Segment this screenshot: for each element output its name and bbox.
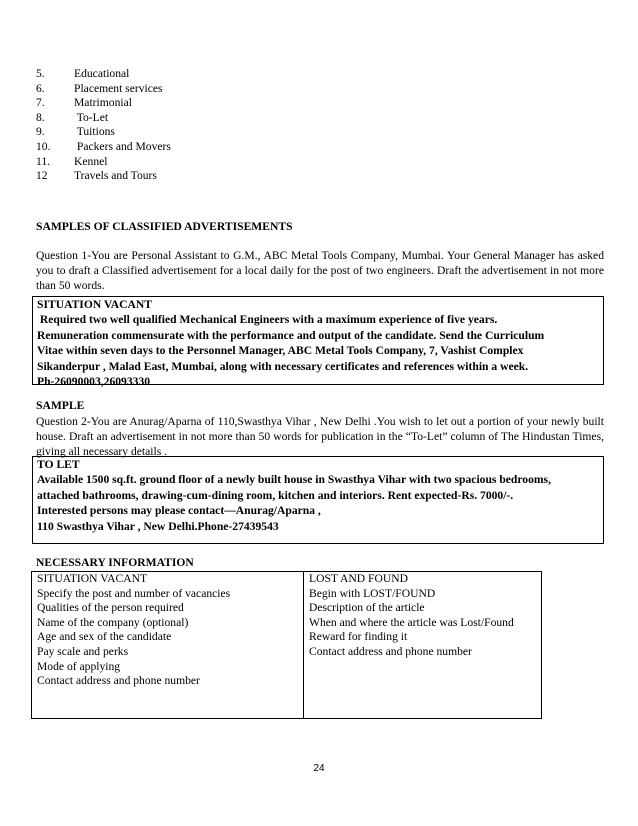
- list-item: 7. Matrimonial: [36, 96, 132, 110]
- ad-line: TO LET: [37, 458, 80, 471]
- necessary-information-table: [31, 571, 542, 719]
- page-number: 24: [313, 763, 325, 774]
- ad-line: attached bathrooms, drawing-cum-dining room, kitchen and interiors. Rent expected-Rs. 7000/-.: [37, 488, 514, 502]
- list-item: 6. Placement services: [36, 81, 163, 95]
- list-item: 9. Tuitions: [36, 125, 115, 139]
- necessary-information-heading: NECESSARY INFORMATION: [36, 556, 194, 569]
- lost-and-found-info-cell: LOST AND FOUND Begin with LOST/FOUND Description of the article When and where the article was Lost/Found Reward for finding it Contact address and phone number: [304, 572, 542, 719]
- ad-line: Available 1500 sq.ft. ground floor of a newly built house in Swasthya Vihar with two spacious bedrooms,: [37, 473, 551, 487]
- list-item: 5. Educational: [36, 67, 130, 80]
- list-item: 8. To-Let: [36, 110, 109, 124]
- situation-vacant-ad-box: [32, 296, 604, 389]
- situation-vacant-info-cell: SITUATION VACANT Specify the post and number of vacancies Qualities of the person required Name of the company (optional) Age and sex of the candidate Pay scale and perks Mode of applying Contact address and phone number: [32, 572, 304, 719]
- list-item: 12 Travels and Tours: [36, 169, 157, 183]
- sample-heading: SAMPLE: [36, 399, 85, 412]
- ad-line: Sikanderpur , Malad East, Mumbai, along with necessary certificates and references within a week.: [37, 359, 529, 373]
- ad-line: Remuneration commensurate with the performance and output of the candidate. Send the Curriculum: [37, 328, 545, 342]
- question-2-text: Question 2-You are Anurag/Aparna of 110,Swasthya Vihar , New Delhi .You wish to let out a portion of your newly built house. Draft an advertisement in not more than 50 words for publication in the “To-Let” column of The Hindustan Times, giving all necessary details .: [36, 415, 604, 459]
- samples-heading: SAMPLES OF CLASSIFIED ADVERTISEMENTS: [36, 220, 293, 233]
- ad-line: Vitae within seven days to the Personnel Manager, ABC Metal Tools Company, 7, Vashist Complex: [37, 344, 524, 358]
- classified-categories-list: [36, 67, 171, 184]
- table-row: [32, 572, 542, 719]
- ad-line: 110 Swasthya Vihar , New Delhi.Phone-27439543: [37, 519, 279, 533]
- list-item: 11. Kennel: [36, 154, 108, 168]
- ad-line: SITUATION VACANT: [37, 298, 153, 311]
- ad-line: Interested persons may please contact—Anurag/Aparna ,: [37, 504, 321, 518]
- to-let-ad-box: [32, 456, 604, 544]
- ad-line: Ph-26090003,26093330: [37, 375, 151, 389]
- list-item: 10. Packers and Movers: [36, 139, 171, 153]
- ad-line: Required two well qualified Mechanical Engineers with a maximum experience of five years.: [37, 313, 498, 327]
- question-1-text: Question 1-You are Personal Assistant to G.M., ABC Metal Tools Company, Mumbai. Your General Manager has asked you to draft a Classified advertisement for a local daily for the post of two engineers. Draft the advertisement in not more than 50 words.: [36, 249, 604, 293]
